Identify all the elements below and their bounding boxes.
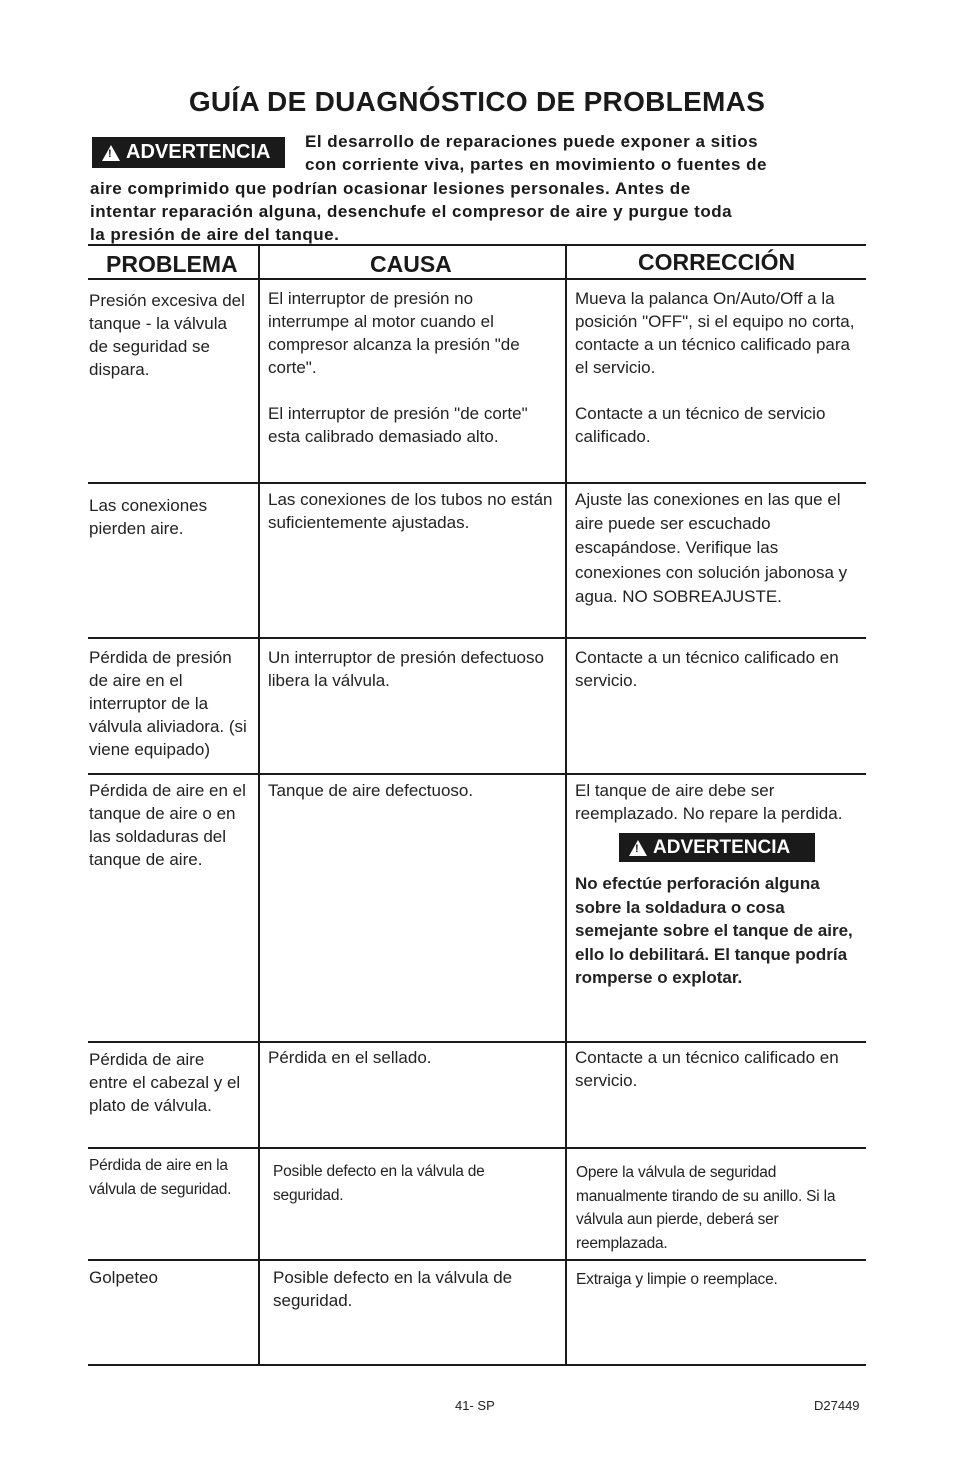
correction-text: Mueva la palanca On/Auto/Off a la posición "OFF", si el equipo no corta, contacte a un técnico calificado para el servicio. [575, 289, 855, 377]
cell-correction: Opere la válvula de seguridad manualmente tirando de su anillo. Si la válvula aun pierde, deberá ser reemplazada. [576, 1164, 836, 1252]
warning-line: la presión de aire del tanque. [90, 225, 340, 245]
correction-text: El tanque de aire debe ser reemplazado. No repare la perdida. [575, 781, 843, 823]
row-divider [88, 1259, 866, 1261]
warning-badge [619, 833, 815, 862]
cell-cause: Pérdida en el sellado. [268, 1048, 432, 1067]
warning-triangle-icon [629, 840, 647, 856]
cell-cause: Posible defecto en la válvula de seguridad. [273, 1163, 485, 1204]
cell-correction: Contacte a un técnico calificado en servicio. [575, 1048, 839, 1090]
cell-correction: Ajuste las conexiones en las que el aire puede ser escuchado escapándose. Verifique las conexiones con solución jabonosa y agua. NO SOBREAJUSTE. [575, 490, 848, 606]
cell-cause: Las conexiones de los tubos no están suficientemente ajustadas. [268, 490, 553, 532]
row-divider [88, 482, 866, 484]
cell-correction: Extraiga y limpie o reemplace. [576, 1271, 778, 1288]
cell-problem: Pérdida de aire en la válvula de seguridad. [89, 1157, 232, 1198]
cell-problem: Presión excesiva del tanque - la válvula de seguridad se dispara. [89, 291, 245, 379]
page-number: 41- SP [455, 1398, 495, 1413]
table-top-rule [88, 244, 866, 246]
page-title: GUÍA DE DUAGNÓSTICO DE PROBLEMAS [188, 86, 766, 117]
warning-line: intentar reparación alguna, desenchufe el compresor de aire y purgue toda [90, 201, 733, 221]
cell-cause: Un interruptor de presión defectuoso libera la válvula. [268, 648, 544, 690]
cell-problem: Pérdida de aire entre el cabezal y el plato de válvula. [89, 1050, 241, 1115]
row-divider [88, 1147, 866, 1149]
correction-text: Contacte a un técnico de servicio calificado. [575, 404, 826, 446]
cell-cause: Tanque de aire defectuoso. [268, 781, 474, 800]
cell-correction: Contacte a un técnico calificado en servicio. [575, 648, 839, 690]
cause-text: El interruptor de presión no interrumpe al motor cuando el compresor alcanza la presión "de corte". [268, 289, 520, 377]
row-divider [88, 637, 866, 639]
row-divider [88, 1041, 866, 1043]
warning-badge-label: ADVERTENCIA [653, 837, 791, 858]
column-divider [258, 244, 260, 1366]
cell-problem: Golpeteo [89, 1268, 158, 1287]
header-problema: PROBLEMA [106, 251, 238, 277]
warning-line: con corriente viva, partes en movimiento o fuentes de [305, 155, 768, 175]
cell-correction [575, 779, 861, 990]
cell-cause: Posible defecto en la válvula de seguridad. [273, 1268, 513, 1310]
cause-text: El interruptor de presión "de corte" esta calibrado demasiado alto. [268, 404, 528, 446]
warning-badge-label: ADVERTENCIA [126, 141, 271, 163]
warning-text [90, 130, 865, 246]
column-divider [565, 244, 567, 1366]
cell-cause [268, 287, 558, 448]
row-divider [88, 773, 866, 775]
cell-correction [575, 287, 861, 448]
warning-line: El desarrollo de reparaciones puede exponer a sitios [305, 132, 759, 151]
cell-problem: Pérdida de presión de aire en el interruptor de la válvula aliviadora. (si viene equipado) [89, 648, 247, 759]
warning-line: aire comprimido que podrían ocasionar lesiones personales. Antes de [90, 178, 691, 198]
header-causa: CAUSA [370, 251, 452, 277]
correction-warning-text: No efectúe perforación alguna sobre la soldadura o cosa semejante sobre el tanque de aire, ello lo debilitará. El tanque podría romperse o explotar. [575, 874, 853, 987]
table-bottom-rule [88, 1364, 866, 1366]
document-code: D27449 [814, 1398, 860, 1413]
cell-problem: Las conexiones pierden aire. [89, 496, 208, 538]
header-rule [88, 278, 866, 280]
cell-problem: Pérdida de aire en el tanque de aire o en las soldaduras del tanque de aire. [89, 781, 246, 869]
header-correccion: CORRECCIÓN [638, 249, 796, 275]
